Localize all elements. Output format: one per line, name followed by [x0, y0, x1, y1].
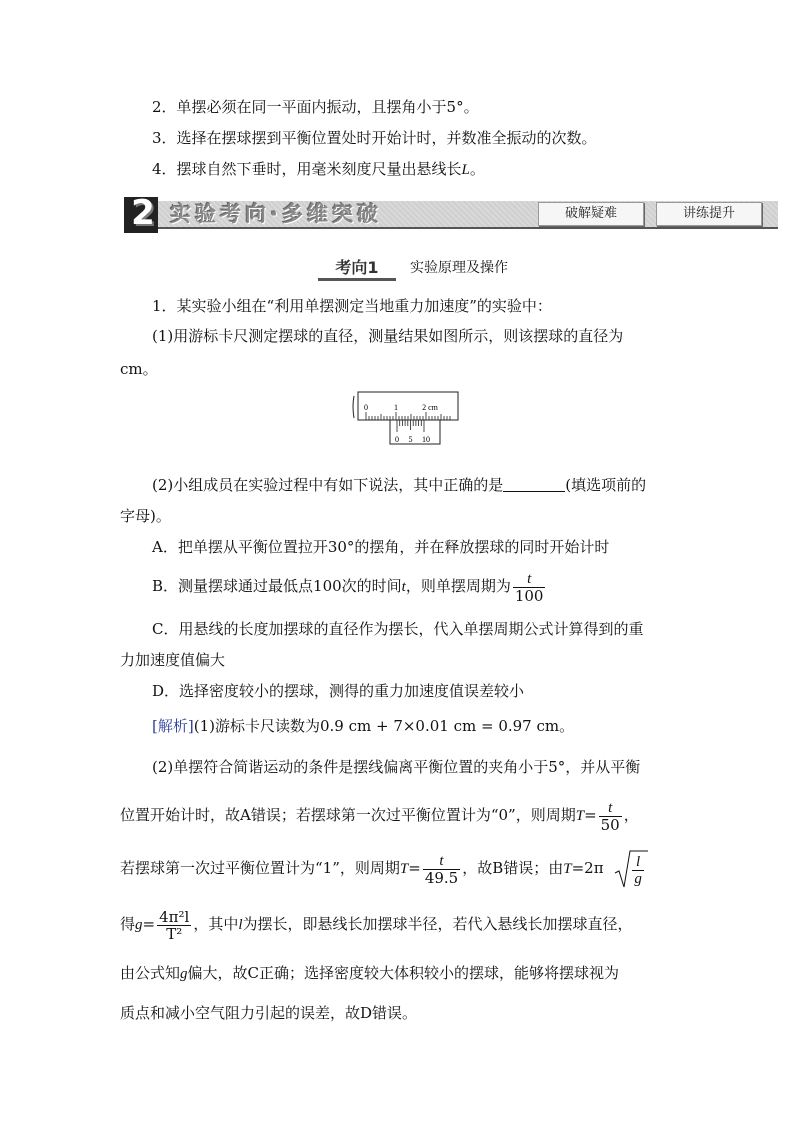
main-scale-body	[358, 392, 458, 420]
sqrt-l-over-g	[630, 851, 646, 887]
frac2-num: t	[423, 853, 460, 870]
practice-improve-button[interactable]: 讲练提升	[656, 202, 762, 226]
solution-line-5-text: 得	[120, 915, 136, 933]
solution-line-6-text: 由公式知	[120, 964, 181, 982]
crack-difficulty-button[interactable]: 破解疑难	[538, 202, 644, 226]
solution-line-4	[120, 850, 646, 887]
solution-line-3	[120, 797, 639, 834]
solution-line-5-text-2: ，其中	[193, 915, 239, 933]
sqrt-num: l	[632, 854, 644, 871]
fraction-g	[157, 909, 191, 942]
note-4-var: L	[461, 162, 470, 178]
banner-number: 2	[131, 193, 155, 233]
frac3-den: T²	[166, 924, 183, 943]
banner-title: 实验考向·多维突破	[170, 202, 382, 226]
question-part2-cont: 字母)。	[120, 507, 171, 525]
answer-blank[interactable]	[503, 475, 565, 492]
solution-line-4-text-2: ，故B错误；由	[462, 859, 564, 877]
g-symbol: g	[135, 917, 143, 933]
note-2: 2．单摆必须在同一平面内振动，且摆角小于5°。	[152, 98, 479, 116]
main-label-0: 0	[364, 403, 368, 412]
vernier-caliper-figure	[352, 390, 462, 458]
two-pi: 2π	[584, 859, 604, 877]
frac1-num: t	[599, 800, 622, 817]
solution-line-2: (2)单摆符合简谐运动的条件是摆线偏离平衡位置的夹角小于5°，并从平衡	[152, 758, 641, 776]
question-part1-unit: cm。	[120, 360, 158, 378]
option-b	[152, 568, 547, 605]
note-4	[152, 159, 485, 180]
equals-sign-3: =	[571, 859, 585, 877]
period-symbol: T	[575, 808, 585, 824]
topic-tag: 考向1	[318, 258, 396, 281]
solution-line-3-text: 位置开始计时，故A错误；若摆球第一次过平衡位置计为“0”，则周期	[120, 806, 576, 824]
fraction-t-50	[599, 800, 622, 833]
solution-tag: [解析]	[152, 717, 194, 735]
question-part2	[152, 475, 646, 495]
vernier-label-10: 10	[422, 435, 430, 444]
frac-num: t	[513, 571, 546, 588]
solution-line-6-text-2: 偏大，故C正确；选择密度较大体积较小的摆球，能够将摆球视为	[187, 964, 619, 982]
option-c: C．用悬线的长度加摆球的直径作为摆长，代入单摆周期公式计算得到的重	[152, 620, 644, 638]
solution-line-5	[120, 906, 633, 943]
period-symbol-3: T	[563, 861, 572, 877]
vernier-label-0: 0	[395, 435, 399, 444]
frac3-num: 4π²l	[159, 907, 190, 926]
section-banner	[124, 193, 778, 233]
part2-text: (2)小组成员在实验过程中有如下说法，其中正确的是	[152, 476, 504, 494]
equals-sign-2: =	[408, 859, 421, 877]
option-b-var: t	[401, 579, 406, 595]
g-symbol-2: g	[180, 966, 188, 982]
option-a: A．把单摆从平衡位置拉开30°的摆角，并在释放摆球的同时开始计时	[152, 538, 610, 556]
main-label-2: 2 cm	[422, 403, 438, 412]
period-symbol-2: T	[399, 861, 409, 877]
solution-line-6	[120, 963, 619, 984]
radical-sign-icon	[614, 849, 648, 889]
option-d: D．选择密度较小的摆球，测得的重力加速度值误差较小	[152, 682, 525, 700]
option-c-cont: 力加速度值偏大	[120, 651, 226, 669]
equals-sign: =	[584, 806, 597, 824]
topic-title: 实验原理及操作	[410, 260, 508, 276]
caliper-left-edge	[353, 396, 354, 418]
frac2-den: 49.5	[424, 868, 459, 887]
vernier-label-5: 5	[408, 435, 413, 444]
question-part1: (1)用游标卡尺测定摆球的直径，测量结果如图所示，则该摆球的直径为	[152, 327, 624, 345]
main-label-1: 1	[394, 403, 398, 412]
solution-line-4-text: 若摆球第一次过平衡位置计为“1”，则周期	[120, 859, 400, 877]
solution-line-5-text-3: 为摆长，即悬线长加摆球半径，若代入悬线长加摆球直径，	[242, 915, 633, 933]
note-3: 3．选择在摆球摆到平衡位置处时开始计时，并数准全振动的次数。	[152, 129, 597, 147]
frac1-den: 50	[600, 815, 620, 834]
part2-text-2: (填选项前的	[565, 476, 647, 494]
l-symbol: l	[238, 917, 243, 933]
note-4-text: 4．摆球自然下垂时，用毫米刻度尺量出悬线长	[152, 160, 462, 178]
fraction-t-49-5	[423, 853, 460, 886]
option-b-text-2: ，则单摆周期为	[405, 577, 511, 595]
frac-den: 100	[514, 586, 544, 605]
solution-line-3-end: ，	[623, 806, 639, 824]
option-b-text: B．测量摆球通过最低点100次的时间	[152, 577, 402, 595]
option-b-fraction	[513, 571, 546, 604]
solution-line-1	[152, 716, 574, 736]
solution-line-1-text: (1)游标卡尺读数为0.9 cm + 7×0.01 cm = 0.97 cm。	[193, 717, 575, 735]
sqrt-den: g	[634, 870, 642, 887]
note-4-end: 。	[469, 160, 485, 178]
question-stem: 1．某实验小组在“利用单摆测定当地重力加速度”的实验中：	[152, 297, 552, 315]
equals-sign-4: =	[142, 915, 156, 933]
solution-line-7: 质点和减小空气阻力引起的误差，故D错误。	[120, 1004, 418, 1022]
